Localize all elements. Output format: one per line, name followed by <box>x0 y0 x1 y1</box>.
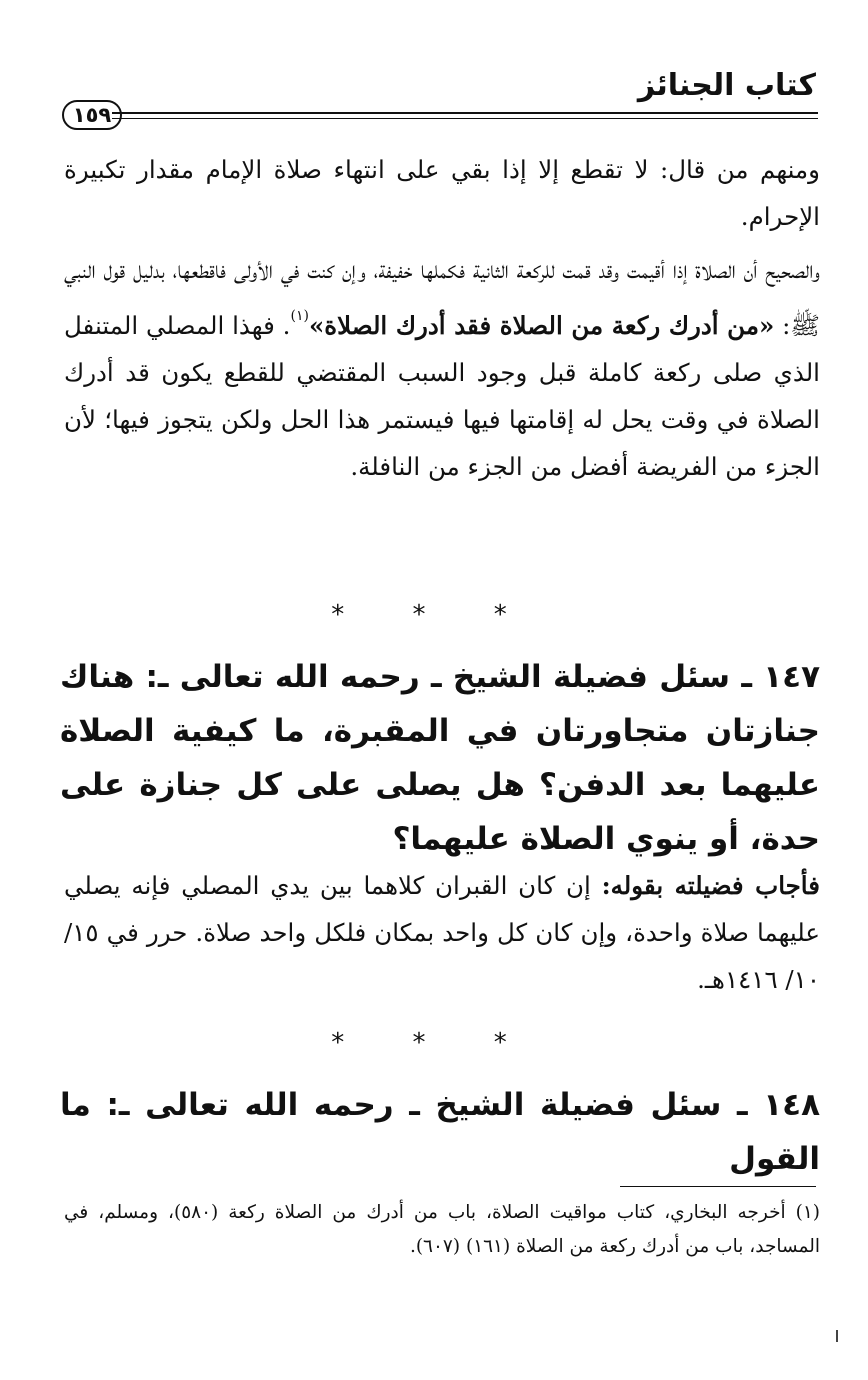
paragraph-2 <box>64 246 820 490</box>
answer-body: إن كان القبران كلاهما بين يدي المصلي فإنه يصلي عليهما صلاة واحدة، وإن كان كل واحد بمكان فلكل واحد صلاة. حرر في ١٥/ ١٠/ ١٤١٦هـ. <box>64 871 820 994</box>
footnotes <box>64 1196 820 1264</box>
answer-147-text <box>64 862 820 1003</box>
answer-147 <box>64 862 820 1003</box>
margin-mark <box>836 1330 838 1342</box>
hadith-quote: «من أدرك ركعة من الصلاة فقد أدرك الصلاة» <box>308 311 775 340</box>
header-rule <box>112 112 818 114</box>
question-147: ١٤٧ ـ سئل فضيلة الشيخ ـ رحمه الله تعالى ـ: هناك جنازتان متجاورتان في المقبرة، ما كيفية الصلاة عليهما بعد الدفن؟ هل يصلى على كل جنازة على حدة، أو ينوي الصلاة عليهما؟ <box>60 659 820 857</box>
section-separator: * * * <box>331 600 537 630</box>
paragraph-2-rest: . فهذا المصلي المتنفل الذي صلى ركعة كاملة قبل وجود السبب المقتضي للقطع يكون قد أدرك الصلاة في وقت يحل له إقامتها فيها فيستمر هذا الحل ولكن يتجوز فيها؛ لأن الجزء من الفريضة أفضل من الجزء من النافلة. <box>64 311 820 481</box>
paragraph-1-text: ومنهم من قال: لا تقطع إلا إذا بقي على انتهاء صلاة الإمام مقدار تكبيرة الإحرام. <box>64 155 820 231</box>
answer-lead: فأجاب فضيلته بقوله: <box>601 871 820 900</box>
running-head: كتاب الجنائز <box>637 68 816 103</box>
footnote-1: (١) أخرجه البخاري، كتاب مواقيت الصلاة، باب من أدرك من الصلاة ركعة (٥٨٠)، ومسلم، في المساجد، باب من أدرك ركعة من الصلاة (١٦١) (٦٠٧). <box>64 1202 821 1257</box>
footnote-reference: (١) <box>290 308 309 324</box>
paragraph-2-intro: والصحيح أن الصلاة إذا أقيمت وقد قمت للركعة الثانية فكملها خفيفة، وإن كنت في الأولى فاقطعها، بدليل قول النبي ﷺ: <box>64 255 820 340</box>
paragraph-2-text <box>64 246 820 490</box>
paragraph-1 <box>64 146 820 240</box>
header-rule-thin <box>112 118 818 119</box>
footnote-rule <box>620 1186 816 1187</box>
page-number: ١٥٩ <box>62 100 122 130</box>
question-148: ١٤٨ ـ سئل فضيلة الشيخ ـ رحمه الله تعالى ـ: ما القول <box>60 1087 820 1177</box>
section-separator: * * * <box>331 1028 537 1058</box>
